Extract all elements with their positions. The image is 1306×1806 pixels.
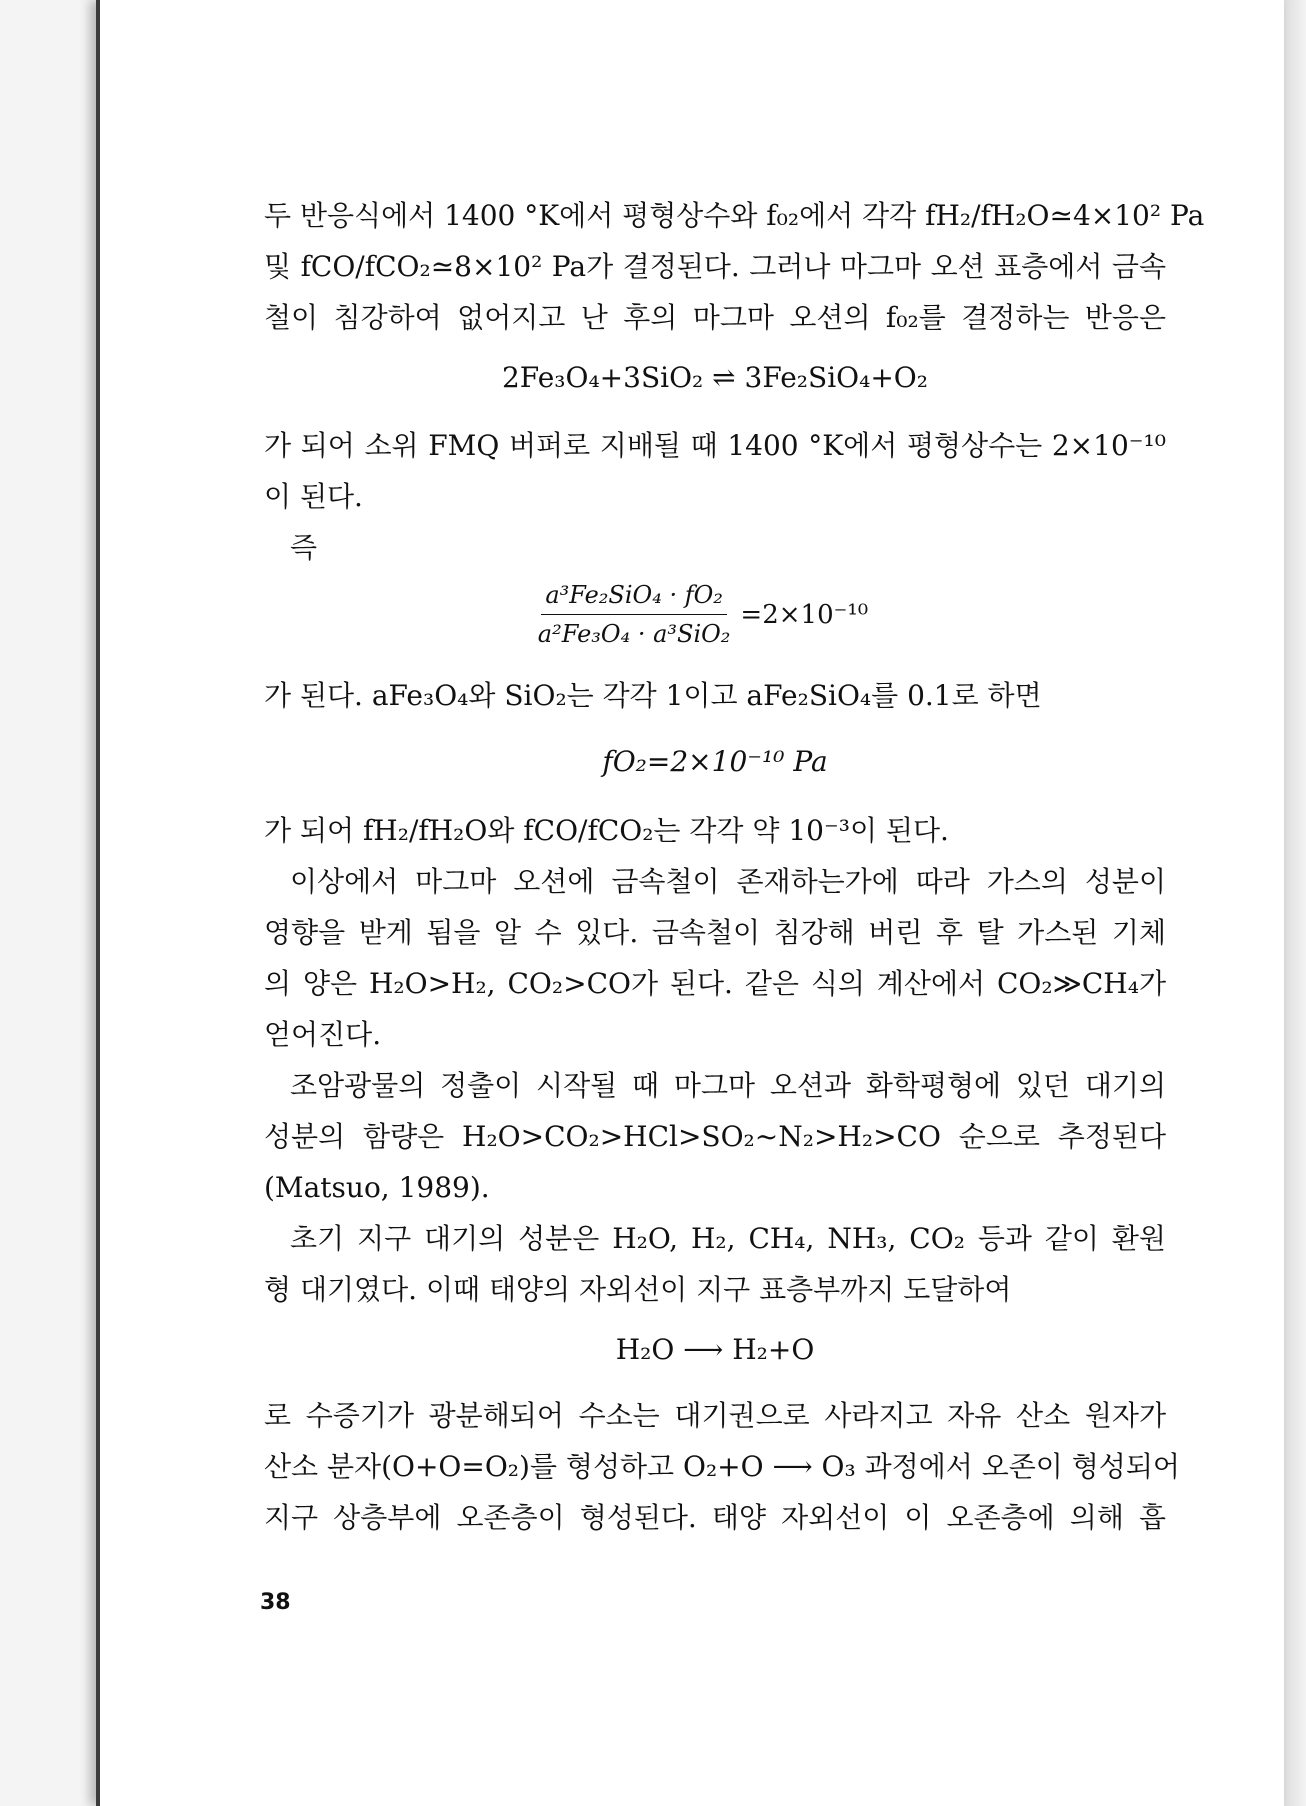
- text-line: 두 반응식에서 1400 °K에서 평형상수와 f₀₂에서 각각 fH₂/fH₂O≃4×10² Pa: [264, 199, 1205, 232]
- text-line: 가 되어 fH₂/fH₂O와 fCO/fCO₂는 각각 약 10⁻³이 된다.: [264, 814, 949, 847]
- text-line: 로 수증기가 광분해되어 수소는 대기권으로 사라지고 자유 산소 원자가: [264, 1399, 1166, 1432]
- text-line: 영향을 받게 됨을 알 수 있다. 금속철이 침강해 버린 후 탈 가스된 기체: [264, 916, 1166, 949]
- equilibrium-fraction: [250, 578, 1152, 651]
- fraction-denominator: a²Fe₃O₄ · a³SiO₂: [537, 620, 731, 648]
- text-line: 형 대기였다. 이때 태양의 자외선이 지구 표층부까지 도달하여: [264, 1273, 1012, 1306]
- text-line: 의 양은 H₂O>H₂, CO₂>CO가 된다. 같은 식의 계산에서 CO₂≫CH₄가: [264, 967, 1166, 1000]
- text-line: 얻어진다.: [264, 1018, 382, 1051]
- equation-fo2: fO₂=2×10⁻¹⁰ Pa: [602, 745, 828, 778]
- text-line: 철이 침강하여 없어지고 난 후의 마그마 오션의 f₀₂를 결정하는 반응은: [264, 301, 1166, 334]
- page-number: 38: [260, 1590, 291, 1615]
- text-line: 산소 분자(O+O=O₂)를 형성하고 O₂+O ⟶ O₃ 과정에서 오존이 형성되어: [264, 1450, 1180, 1483]
- text-line: 초기 지구 대기의 성분은 H₂O, H₂, CH₄, NH₃, CO₂ 등과 같이 환원: [290, 1222, 1166, 1255]
- text-line: 가 되어 소위 FMQ 버퍼로 지배될 때 1400 °K에서 평형상수는 2×10⁻¹⁰: [264, 429, 1166, 462]
- equation-photolysis: H₂O ⟶ H₂+O: [615, 1333, 815, 1366]
- text-line: (Matsuo, 1989).: [264, 1171, 490, 1204]
- text-line: 및 fCO/fCO₂≃8×10² Pa가 결정된다. 그러나 마그마 오션 표층에서 금속: [264, 250, 1166, 283]
- text-line: 성분의 함량은 H₂O>CO₂>HCl>SO₂~N₂>H₂>CO 순으로 추정된다: [264, 1120, 1166, 1153]
- text-line: 즉: [290, 531, 318, 564]
- book-page: [96, 0, 1284, 1806]
- text-line: 이상에서 마그마 오션에 금속철이 존재하는가에 따라 가스의 성분이: [290, 865, 1166, 898]
- fraction-numerator: a³Fe₂SiO₄ · fO₂: [541, 578, 727, 615]
- text-line: 조암광물의 정출이 시작될 때 마그마 오션과 화학평형에 있던 대기의: [290, 1069, 1166, 1102]
- text-line: 지구 상층부에 오존층이 형성된다. 태양 자외선이 이 오존층에 의해 흡: [264, 1501, 1166, 1534]
- equation-fmq: 2Fe₃O₄+3SiO₂ ⇌ 3Fe₂SiO₄+O₂: [501, 361, 928, 394]
- fraction-result: =2×10⁻¹⁰: [740, 599, 869, 630]
- text-line: 가 된다. aFe₃O₄와 SiO₂는 각각 1이고 aFe₂SiO₄를 0.1로 하면: [264, 679, 1042, 712]
- text-line: 이 된다.: [264, 480, 363, 513]
